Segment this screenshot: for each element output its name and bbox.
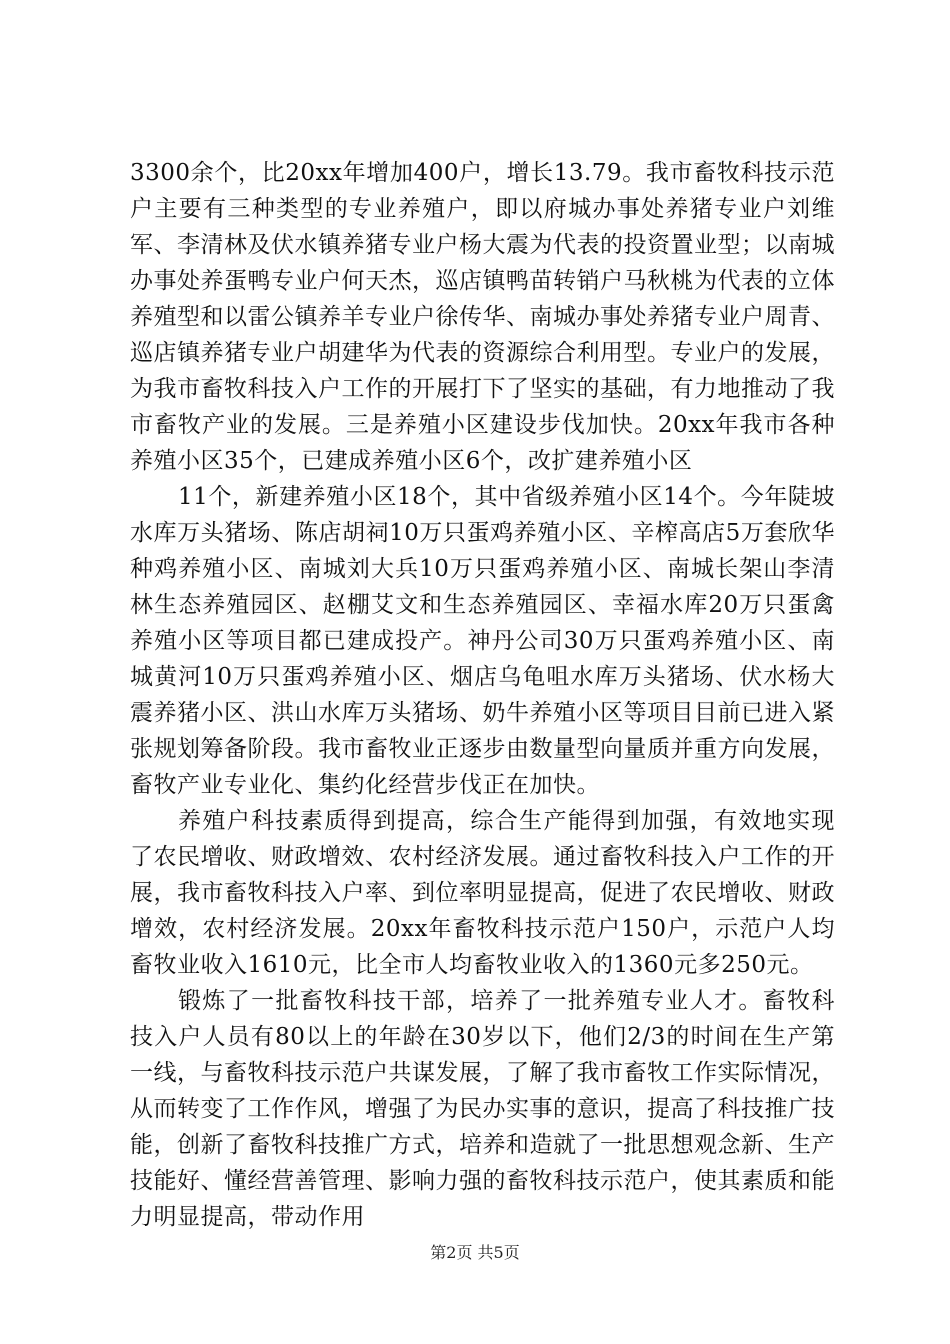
document-body bbox=[130, 155, 835, 1235]
paragraph-2: 11个，新建养殖小区18个，其中省级养殖小区14个。今年陡坡水库万头猪场、陈店胡祠10万只蛋鸡养殖小区、辛榨高店5万套欣华种鸡养殖小区、南城刘大兵10万只蛋鸡养殖小区、南城长架山李清林生态养殖园区、赵棚艾文和生态养殖园区、幸福水库20万只蛋禽养殖小区等项目都已建成投产。神丹公司30万只蛋鸡养殖小区、南城黄河10万只蛋鸡养殖小区、烟店乌龟咀水库万头猪场、伏水杨大震养猪小区、洪山水库万头猪场、奶牛养殖小区等项目目前已进入紧张规划筹备阶段。我市畜牧业正逐步由数量型向量质并重方向发展，畜牧产业专业化、集约化经营步伐正在加快。 bbox=[130, 484, 835, 798]
paragraph-4: 锻炼了一批畜牧科技干部，培养了一批养殖专业人才。畜牧科技入户人员有80以上的年龄在30岁以下，他们2/3的时间在生产第一线，与畜牧科技示范户共谋发展，了解了我市畜牧工作实际情况，从而转变了工作作风，增强了为民办实事的意识，提高了科技推广技能，创新了畜牧科技推广方式，培养和造就了一批思想观念新、生产技能好、懂经营善管理、影响力强的畜牧科技示范户，使其素质和能力明显提高，带动作用 bbox=[130, 988, 835, 1230]
page-number-footer: 第2页 共5页 bbox=[430, 1243, 520, 1262]
paragraph-1: 3300余个，比20xx年增加400户，增长13.79。我市畜牧科技示范户主要有三种类型的专业养殖户，即以府城办事处养猪专业户刘维军、李清林及伏水镇养猪专业户杨大震为代表的投资置业型；以南城办事处养蛋鸭专业户何天杰，巡店镇鸭苗转销户马秋桃为代表的立体养殖型和以雷公镇养羊专业户徐传华、南城办事处养猪专业户周青、巡店镇养猪专业户胡建华为代表的资源综合利用型。专业户的发展，为我市畜牧科技入户工作的开展打下了坚实的基础，有力地推动了我市畜牧产业的发展。三是养殖小区建设步伐加快。20xx年我市各种养殖小区35个，已建成养殖小区6个，改扩建养殖小区 bbox=[130, 160, 835, 474]
paragraph-3: 养殖户科技素质得到提高，综合生产能得到加强，有效地实现了农民增收、财政增效、农村经济发展。通过畜牧科技入户工作的开展，我市畜牧科技入户率、到位率明显提高，促进了农民增收、财政增效，农村经济发展。20xx年畜牧科技示范户150户，示范户人均畜牧业收入1610元，比全市人均畜牧业收入的1360元多250元。 bbox=[130, 808, 835, 978]
